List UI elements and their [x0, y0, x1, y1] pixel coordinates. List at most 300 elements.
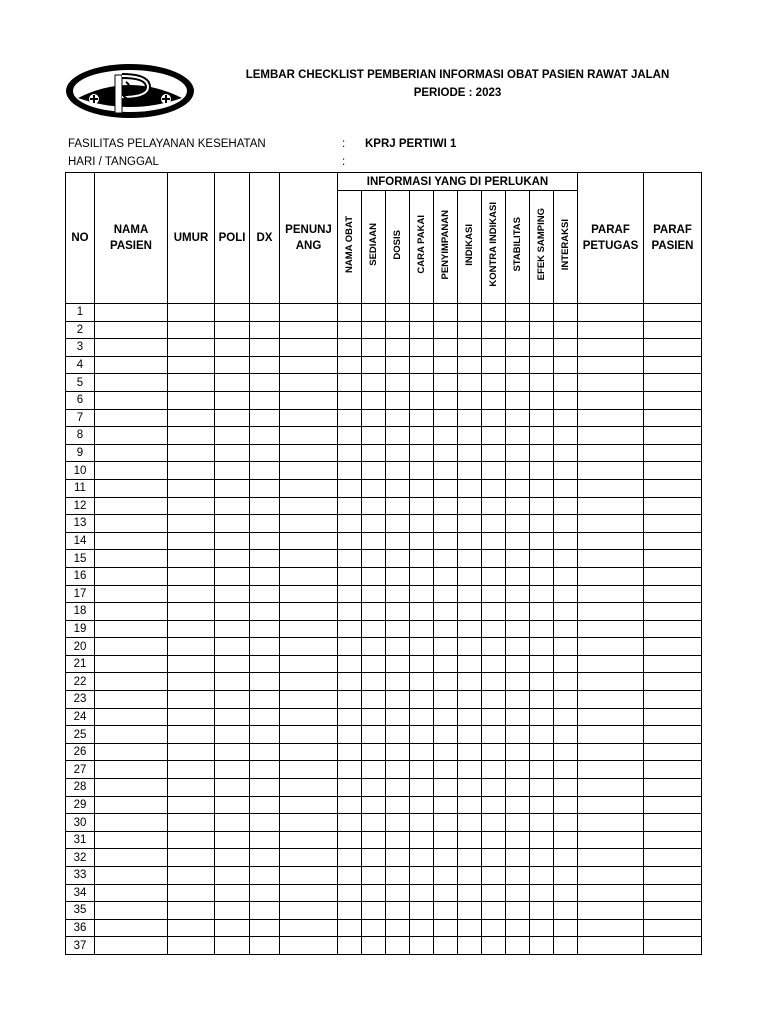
checklist-cell[interactable]	[644, 603, 702, 621]
checklist-cell[interactable]	[386, 479, 410, 497]
checklist-cell[interactable]	[506, 356, 530, 374]
checklist-cell[interactable]	[215, 867, 250, 885]
checklist-cell[interactable]	[362, 462, 386, 480]
checklist-cell[interactable]	[530, 356, 554, 374]
checklist-cell[interactable]	[554, 919, 578, 937]
checklist-cell[interactable]	[280, 638, 338, 656]
checklist-cell[interactable]	[530, 620, 554, 638]
checklist-cell[interactable]	[458, 743, 482, 761]
checklist-cell[interactable]	[215, 638, 250, 656]
checklist-cell[interactable]	[338, 479, 362, 497]
checklist-cell[interactable]	[644, 691, 702, 709]
checklist-cell[interactable]	[482, 304, 506, 322]
checklist-cell[interactable]	[458, 673, 482, 691]
checklist-cell[interactable]	[482, 849, 506, 867]
checklist-cell[interactable]	[215, 304, 250, 322]
checklist-cell[interactable]	[280, 304, 338, 322]
checklist-cell[interactable]	[338, 796, 362, 814]
checklist-cell[interactable]	[554, 462, 578, 480]
checklist-cell[interactable]	[410, 515, 434, 533]
checklist-cell[interactable]	[530, 585, 554, 603]
checklist-cell[interactable]	[168, 497, 215, 515]
checklist-cell[interactable]	[530, 708, 554, 726]
checklist-cell[interactable]	[434, 444, 458, 462]
checklist-cell[interactable]	[458, 814, 482, 832]
checklist-cell[interactable]	[644, 497, 702, 515]
checklist-cell[interactable]	[434, 867, 458, 885]
checklist-cell[interactable]	[338, 638, 362, 656]
checklist-cell[interactable]	[280, 831, 338, 849]
checklist-cell[interactable]	[250, 603, 280, 621]
checklist-cell[interactable]	[458, 884, 482, 902]
checklist-cell[interactable]	[95, 321, 168, 339]
checklist-cell[interactable]	[530, 550, 554, 568]
checklist-cell[interactable]	[215, 814, 250, 832]
checklist-cell[interactable]	[250, 726, 280, 744]
checklist-cell[interactable]	[458, 779, 482, 797]
checklist-cell[interactable]	[458, 867, 482, 885]
checklist-cell[interactable]	[458, 796, 482, 814]
checklist-cell[interactable]	[95, 761, 168, 779]
checklist-cell[interactable]	[386, 603, 410, 621]
checklist-cell[interactable]	[578, 761, 644, 779]
checklist-cell[interactable]	[95, 849, 168, 867]
checklist-cell[interactable]	[554, 655, 578, 673]
checklist-cell[interactable]	[95, 339, 168, 357]
checklist-cell[interactable]	[578, 831, 644, 849]
checklist-cell[interactable]	[482, 532, 506, 550]
checklist-cell[interactable]	[338, 761, 362, 779]
checklist-cell[interactable]	[250, 532, 280, 550]
checklist-cell[interactable]	[506, 304, 530, 322]
checklist-cell[interactable]	[578, 444, 644, 462]
checklist-cell[interactable]	[215, 391, 250, 409]
checklist-cell[interactable]	[362, 779, 386, 797]
checklist-cell[interactable]	[644, 532, 702, 550]
checklist-cell[interactable]	[410, 479, 434, 497]
checklist-cell[interactable]	[644, 585, 702, 603]
checklist-cell[interactable]	[578, 603, 644, 621]
checklist-cell[interactable]	[280, 567, 338, 585]
checklist-cell[interactable]	[250, 814, 280, 832]
checklist-cell[interactable]	[362, 585, 386, 603]
checklist-cell[interactable]	[215, 779, 250, 797]
checklist-cell[interactable]	[482, 937, 506, 955]
checklist-cell[interactable]	[338, 374, 362, 392]
checklist-cell[interactable]	[386, 304, 410, 322]
checklist-cell[interactable]	[482, 726, 506, 744]
checklist-cell[interactable]	[386, 444, 410, 462]
checklist-cell[interactable]	[644, 814, 702, 832]
checklist-cell[interactable]	[338, 814, 362, 832]
checklist-cell[interactable]	[482, 814, 506, 832]
checklist-cell[interactable]	[168, 479, 215, 497]
checklist-cell[interactable]	[95, 515, 168, 533]
checklist-cell[interactable]	[458, 691, 482, 709]
checklist-cell[interactable]	[644, 339, 702, 357]
checklist-cell[interactable]	[506, 374, 530, 392]
checklist-cell[interactable]	[168, 726, 215, 744]
checklist-cell[interactable]	[482, 497, 506, 515]
checklist-cell[interactable]	[250, 444, 280, 462]
checklist-cell[interactable]	[644, 550, 702, 568]
checklist-cell[interactable]	[554, 814, 578, 832]
checklist-cell[interactable]	[410, 831, 434, 849]
checklist-cell[interactable]	[578, 708, 644, 726]
checklist-cell[interactable]	[338, 391, 362, 409]
checklist-cell[interactable]	[482, 567, 506, 585]
checklist-cell[interactable]	[250, 673, 280, 691]
checklist-cell[interactable]	[250, 374, 280, 392]
checklist-cell[interactable]	[578, 779, 644, 797]
checklist-cell[interactable]	[362, 444, 386, 462]
checklist-cell[interactable]	[168, 814, 215, 832]
checklist-cell[interactable]	[482, 831, 506, 849]
checklist-cell[interactable]	[434, 779, 458, 797]
checklist-cell[interactable]	[168, 374, 215, 392]
checklist-cell[interactable]	[506, 691, 530, 709]
checklist-cell[interactable]	[410, 321, 434, 339]
checklist-cell[interactable]	[386, 532, 410, 550]
checklist-cell[interactable]	[410, 814, 434, 832]
checklist-cell[interactable]	[644, 391, 702, 409]
checklist-cell[interactable]	[434, 655, 458, 673]
checklist-cell[interactable]	[215, 550, 250, 568]
checklist-cell[interactable]	[644, 831, 702, 849]
checklist-cell[interactable]	[386, 409, 410, 427]
checklist-cell[interactable]	[530, 831, 554, 849]
checklist-cell[interactable]	[506, 655, 530, 673]
checklist-cell[interactable]	[95, 937, 168, 955]
checklist-cell[interactable]	[215, 497, 250, 515]
checklist-cell[interactable]	[280, 585, 338, 603]
checklist-cell[interactable]	[280, 550, 338, 568]
checklist-cell[interactable]	[434, 761, 458, 779]
checklist-cell[interactable]	[386, 937, 410, 955]
checklist-cell[interactable]	[250, 567, 280, 585]
checklist-cell[interactable]	[95, 743, 168, 761]
checklist-cell[interactable]	[554, 691, 578, 709]
checklist-cell[interactable]	[386, 638, 410, 656]
checklist-cell[interactable]	[434, 691, 458, 709]
checklist-cell[interactable]	[362, 497, 386, 515]
checklist-cell[interactable]	[578, 497, 644, 515]
checklist-cell[interactable]	[362, 691, 386, 709]
checklist-cell[interactable]	[280, 515, 338, 533]
checklist-cell[interactable]	[578, 726, 644, 744]
checklist-cell[interactable]	[338, 884, 362, 902]
checklist-cell[interactable]	[95, 796, 168, 814]
checklist-cell[interactable]	[280, 374, 338, 392]
checklist-cell[interactable]	[386, 708, 410, 726]
checklist-cell[interactable]	[458, 444, 482, 462]
checklist-cell[interactable]	[506, 779, 530, 797]
checklist-cell[interactable]	[458, 339, 482, 357]
checklist-cell[interactable]	[482, 919, 506, 937]
checklist-cell[interactable]	[554, 761, 578, 779]
checklist-cell[interactable]	[362, 919, 386, 937]
checklist-cell[interactable]	[95, 567, 168, 585]
checklist-cell[interactable]	[215, 620, 250, 638]
checklist-cell[interactable]	[482, 550, 506, 568]
checklist-cell[interactable]	[280, 814, 338, 832]
checklist-cell[interactable]	[250, 585, 280, 603]
checklist-cell[interactable]	[215, 691, 250, 709]
checklist-cell[interactable]	[458, 497, 482, 515]
checklist-cell[interactable]	[434, 567, 458, 585]
checklist-cell[interactable]	[338, 691, 362, 709]
checklist-cell[interactable]	[578, 550, 644, 568]
checklist-cell[interactable]	[338, 567, 362, 585]
checklist-cell[interactable]	[362, 532, 386, 550]
checklist-cell[interactable]	[644, 462, 702, 480]
checklist-cell[interactable]	[410, 444, 434, 462]
checklist-cell[interactable]	[95, 603, 168, 621]
checklist-cell[interactable]	[644, 867, 702, 885]
checklist-cell[interactable]	[530, 691, 554, 709]
checklist-cell[interactable]	[554, 603, 578, 621]
checklist-cell[interactable]	[410, 743, 434, 761]
checklist-cell[interactable]	[95, 620, 168, 638]
checklist-cell[interactable]	[410, 567, 434, 585]
checklist-cell[interactable]	[250, 849, 280, 867]
checklist-cell[interactable]	[410, 603, 434, 621]
checklist-cell[interactable]	[506, 831, 530, 849]
checklist-cell[interactable]	[506, 849, 530, 867]
checklist-cell[interactable]	[554, 620, 578, 638]
checklist-cell[interactable]	[530, 532, 554, 550]
checklist-cell[interactable]	[410, 391, 434, 409]
checklist-cell[interactable]	[530, 779, 554, 797]
checklist-cell[interactable]	[644, 849, 702, 867]
checklist-cell[interactable]	[95, 356, 168, 374]
checklist-cell[interactable]	[168, 655, 215, 673]
checklist-cell[interactable]	[506, 937, 530, 955]
checklist-cell[interactable]	[554, 567, 578, 585]
checklist-cell[interactable]	[410, 638, 434, 656]
checklist-cell[interactable]	[95, 391, 168, 409]
checklist-cell[interactable]	[250, 409, 280, 427]
checklist-cell[interactable]	[168, 304, 215, 322]
checklist-cell[interactable]	[338, 356, 362, 374]
checklist-cell[interactable]	[578, 391, 644, 409]
checklist-cell[interactable]	[458, 374, 482, 392]
checklist-cell[interactable]	[215, 761, 250, 779]
checklist-cell[interactable]	[458, 831, 482, 849]
checklist-cell[interactable]	[215, 444, 250, 462]
checklist-cell[interactable]	[554, 884, 578, 902]
checklist-cell[interactable]	[362, 567, 386, 585]
checklist-cell[interactable]	[554, 673, 578, 691]
checklist-cell[interactable]	[280, 726, 338, 744]
checklist-cell[interactable]	[530, 937, 554, 955]
checklist-cell[interactable]	[506, 919, 530, 937]
checklist-cell[interactable]	[250, 937, 280, 955]
checklist-cell[interactable]	[280, 444, 338, 462]
checklist-cell[interactable]	[386, 497, 410, 515]
checklist-cell[interactable]	[644, 884, 702, 902]
checklist-cell[interactable]	[250, 867, 280, 885]
checklist-cell[interactable]	[434, 638, 458, 656]
checklist-cell[interactable]	[578, 937, 644, 955]
checklist-cell[interactable]	[554, 831, 578, 849]
checklist-cell[interactable]	[434, 304, 458, 322]
checklist-cell[interactable]	[458, 391, 482, 409]
checklist-cell[interactable]	[280, 339, 338, 357]
checklist-cell[interactable]	[458, 638, 482, 656]
checklist-cell[interactable]	[506, 867, 530, 885]
checklist-cell[interactable]	[168, 867, 215, 885]
checklist-cell[interactable]	[644, 427, 702, 445]
checklist-cell[interactable]	[554, 374, 578, 392]
checklist-cell[interactable]	[482, 603, 506, 621]
checklist-cell[interactable]	[280, 796, 338, 814]
checklist-cell[interactable]	[530, 902, 554, 920]
checklist-cell[interactable]	[280, 919, 338, 937]
checklist-cell[interactable]	[644, 726, 702, 744]
checklist-cell[interactable]	[434, 321, 458, 339]
checklist-cell[interactable]	[458, 321, 482, 339]
checklist-cell[interactable]	[578, 673, 644, 691]
checklist-cell[interactable]	[168, 550, 215, 568]
checklist-cell[interactable]	[168, 761, 215, 779]
checklist-cell[interactable]	[386, 550, 410, 568]
checklist-cell[interactable]	[338, 462, 362, 480]
checklist-cell[interactable]	[410, 620, 434, 638]
checklist-cell[interactable]	[554, 550, 578, 568]
checklist-cell[interactable]	[410, 761, 434, 779]
checklist-cell[interactable]	[506, 567, 530, 585]
checklist-cell[interactable]	[644, 779, 702, 797]
checklist-cell[interactable]	[215, 339, 250, 357]
checklist-cell[interactable]	[168, 532, 215, 550]
checklist-cell[interactable]	[280, 321, 338, 339]
checklist-cell[interactable]	[168, 515, 215, 533]
checklist-cell[interactable]	[250, 708, 280, 726]
checklist-cell[interactable]	[458, 603, 482, 621]
checklist-cell[interactable]	[410, 867, 434, 885]
checklist-cell[interactable]	[530, 726, 554, 744]
checklist-cell[interactable]	[554, 779, 578, 797]
checklist-cell[interactable]	[338, 673, 362, 691]
checklist-cell[interactable]	[362, 515, 386, 533]
checklist-cell[interactable]	[168, 409, 215, 427]
checklist-cell[interactable]	[168, 391, 215, 409]
checklist-cell[interactable]	[644, 567, 702, 585]
checklist-cell[interactable]	[578, 814, 644, 832]
checklist-cell[interactable]	[554, 304, 578, 322]
checklist-cell[interactable]	[554, 497, 578, 515]
checklist-cell[interactable]	[644, 919, 702, 937]
checklist-cell[interactable]	[95, 814, 168, 832]
checklist-cell[interactable]	[410, 374, 434, 392]
checklist-cell[interactable]	[506, 814, 530, 832]
checklist-cell[interactable]	[280, 462, 338, 480]
checklist-cell[interactable]	[280, 427, 338, 445]
checklist-cell[interactable]	[95, 374, 168, 392]
checklist-cell[interactable]	[644, 356, 702, 374]
checklist-cell[interactable]	[434, 427, 458, 445]
checklist-cell[interactable]	[410, 726, 434, 744]
checklist-cell[interactable]	[338, 743, 362, 761]
checklist-cell[interactable]	[434, 937, 458, 955]
checklist-cell[interactable]	[338, 937, 362, 955]
checklist-cell[interactable]	[434, 497, 458, 515]
checklist-cell[interactable]	[458, 620, 482, 638]
checklist-cell[interactable]	[95, 479, 168, 497]
checklist-cell[interactable]	[215, 831, 250, 849]
checklist-cell[interactable]	[95, 409, 168, 427]
checklist-cell[interactable]	[168, 796, 215, 814]
checklist-cell[interactable]	[386, 585, 410, 603]
checklist-cell[interactable]	[386, 726, 410, 744]
checklist-cell[interactable]	[434, 462, 458, 480]
checklist-cell[interactable]	[434, 550, 458, 568]
checklist-cell[interactable]	[434, 391, 458, 409]
checklist-cell[interactable]	[338, 585, 362, 603]
checklist-cell[interactable]	[95, 831, 168, 849]
checklist-cell[interactable]	[554, 321, 578, 339]
checklist-cell[interactable]	[95, 462, 168, 480]
checklist-cell[interactable]	[168, 779, 215, 797]
checklist-cell[interactable]	[338, 867, 362, 885]
checklist-cell[interactable]	[410, 339, 434, 357]
checklist-cell[interactable]	[215, 409, 250, 427]
checklist-cell[interactable]	[338, 831, 362, 849]
checklist-cell[interactable]	[215, 884, 250, 902]
checklist-cell[interactable]	[644, 620, 702, 638]
checklist-cell[interactable]	[644, 708, 702, 726]
checklist-cell[interactable]	[338, 726, 362, 744]
checklist-cell[interactable]	[578, 462, 644, 480]
checklist-cell[interactable]	[458, 567, 482, 585]
checklist-cell[interactable]	[338, 444, 362, 462]
checklist-cell[interactable]	[644, 515, 702, 533]
checklist-cell[interactable]	[506, 497, 530, 515]
checklist-cell[interactable]	[362, 638, 386, 656]
checklist-cell[interactable]	[554, 796, 578, 814]
checklist-cell[interactable]	[386, 919, 410, 937]
checklist-cell[interactable]	[434, 814, 458, 832]
checklist-cell[interactable]	[434, 884, 458, 902]
checklist-cell[interactable]	[482, 902, 506, 920]
checklist-cell[interactable]	[168, 849, 215, 867]
checklist-cell[interactable]	[410, 462, 434, 480]
checklist-cell[interactable]	[95, 779, 168, 797]
checklist-cell[interactable]	[434, 532, 458, 550]
checklist-cell[interactable]	[250, 479, 280, 497]
checklist-cell[interactable]	[410, 427, 434, 445]
checklist-cell[interactable]	[458, 479, 482, 497]
checklist-cell[interactable]	[338, 655, 362, 673]
checklist-cell[interactable]	[168, 603, 215, 621]
checklist-cell[interactable]	[95, 550, 168, 568]
checklist-cell[interactable]	[578, 849, 644, 867]
checklist-cell[interactable]	[280, 691, 338, 709]
checklist-cell[interactable]	[434, 356, 458, 374]
checklist-cell[interactable]	[250, 761, 280, 779]
checklist-cell[interactable]	[95, 638, 168, 656]
checklist-cell[interactable]	[530, 444, 554, 462]
checklist-cell[interactable]	[506, 743, 530, 761]
checklist-cell[interactable]	[362, 761, 386, 779]
checklist-cell[interactable]	[338, 409, 362, 427]
checklist-cell[interactable]	[215, 462, 250, 480]
checklist-cell[interactable]	[410, 902, 434, 920]
checklist-cell[interactable]	[434, 796, 458, 814]
checklist-cell[interactable]	[458, 849, 482, 867]
checklist-cell[interactable]	[250, 427, 280, 445]
